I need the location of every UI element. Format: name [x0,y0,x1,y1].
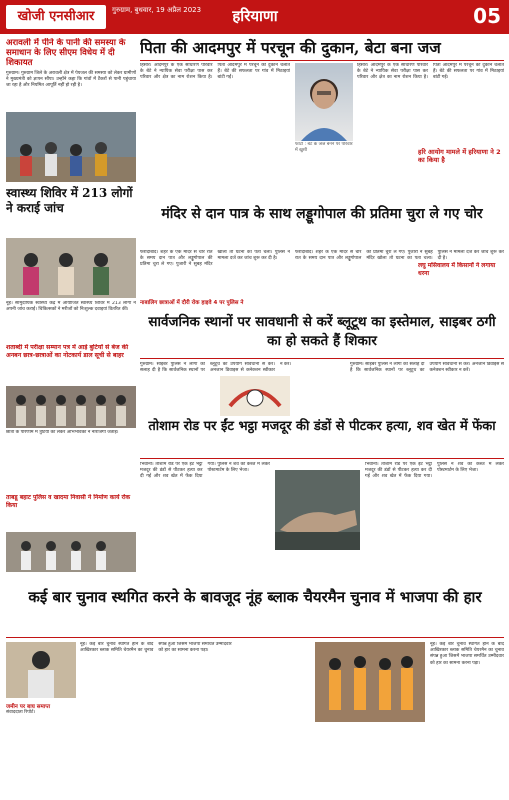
group-icon [6,386,136,428]
dateline: गुरुग्राम, बुधवार, 19 अप्रैल 2023 [112,6,202,14]
story-body-cont: फरीदाबाद। शहर के एक मंदिर से चोर रात के समय दान पात्र और लड्डूगोपाल की प्रतिमा चुरा ले गए। पुजारी ने सुबह मंदिर खोला तो घटना का पता चला। पुलिस ने मामला दर्ज कर जांच शुरू कर दी है। [295,250,504,262]
masthead [0,0,509,34]
story-land [6,702,76,792]
bluetooth-photo [220,376,290,416]
camp-photo [6,238,136,298]
body-icon [275,470,360,550]
story-lead [140,38,504,60]
page-number: 05 [473,4,501,28]
headline: ताबडू बहाट पुलिस व खादमा निवासी ने निर्माण कार्य रोक किया [6,494,131,509]
story-body: हिसार। आदमपुर के एक साधारण परिवार के बेटे ने न्यायिक सेवा परीक्षा पास कर परिवार और क्षेत्र का नाम रोशन किया है। पिता आदमपुर में परचून की दुकान चलाते हैं। बेटे की सफलता पर गांव में मिठाइयां बांटी गईं। [140,63,290,81]
earbuds-icon [220,376,290,416]
headline: लघु मसिवालय में किसानों ने लगाया धरना [418,262,496,277]
story-body: नूंह। कई बार चुनाव स्थगित होने के बाद आखिरकार ब्लाक समिति चेयरमैन का चुनाव संपन्न हुआ जिसमें भाजपा समर्थित उम्मीदवार को हार का सामना करना पड़ा। [80,642,232,654]
story-body-cont: गुरुग्राम। साइबर पुलिस ने लोगों को सलाह दी है कि सार्वजनिक स्थानों पर ब्लूटूथ का उपयोग सावधानी से करें। अनजान डिवाइस से कनेक्शन स्वीकार न करें। [350,362,504,374]
headline: स्वास्थ्य शिविर में 213 लोगों ने कराई जांच [6,186,133,215]
crime-scene-photo [275,470,360,550]
story-tosham [140,418,504,458]
headline: मंदिर से दान पात्र के साथ लड्डूगोपाल की प्रतिमा चुरा ले गए चोर [161,206,483,222]
students-photo [6,386,136,428]
newspaper-logo: खोजी एनसीआर [6,5,106,29]
village-photo [6,112,136,182]
story-body: नूंह। सामुदायिक स्वास्थ्य केंद्र में आयोजित स्वास्थ्य शिविर में 213 लोगों ने अपनी जांच कराई। चिकित्सकों ने मरीजों को निःशुल्क दवाइयां वितरित कीं। [6,301,136,313]
story-body: भिवानी। तोशाम रोड पर एक ईंट भट्ठा मजदूर की डंडों से पीटकर हत्या कर दी गई और शव खेत में फेंक दिया गया। पुलिस ने शव को कब्जे में लेकर पोस्टमार्टम के लिए भेजा। [140,462,270,480]
person-icon [295,63,353,141]
section-title: हरियाणा [232,7,278,25]
subhead-minor: नाबालिग छात्राओं में दौरी रोक हाइवे 4 पर पुलिस ने [140,300,244,306]
headline: सार्वजनिक स्थानों पर सावधानी से करें ब्लूटूथ का इस्तेमाल, साइबर ठगी का हो सकते हैं शिकार [148,314,496,349]
story-body: छात्रों के परिणाम में त्रुटियों को लेकर अभिभावकों ने नाराजगी जताई। [6,430,119,435]
crowd-icon [6,112,136,182]
story-body: संवाददाता रिपोर्ट। [6,710,36,715]
celebration-photo [315,642,425,722]
person-icon [6,642,76,698]
story-side [418,148,504,178]
headline: हरि आयोग मामले में हरियाणा ने 2 का किया है [418,148,501,164]
story-camp [6,186,136,236]
story-water [6,38,136,110]
divider [140,358,504,359]
story-temple [140,205,504,247]
headline: तोशाम रोड पर ईंट भट्ठा मजदूर की डंडों से पीटकर हत्या, शव खेत में फेंका [148,419,496,434]
story-body-cont: हिसार। आदमपुर के एक साधारण परिवार के बेटे ने न्यायिक सेवा परीक्षा पास कर परिवार और क्षेत्र का नाम रोशन किया है। पिता आदमपुर में परचून की दुकान चलाते हैं। बेटे की सफलता पर गांव में मिठाइयां बांटी गईं। [357,63,504,81]
story-body-cont: नूंह। कई बार चुनाव स्थगित होने के बाद आखिरकार ब्लाक समिति चेयरमैन का चुनाव संपन्न हुआ जिसमें भाजपा समर्थित उम्मीदवार को हार का सामना करना पड़ा। [430,642,504,666]
headline: कई बार चुनाव स्थगित करने के बावजूद नूंह ब्लाक चैयरमैन चुनाव में भाजपा की हार [28,588,482,606]
chain-photo [6,532,136,572]
story-body-cont: भिवानी। तोशाम रोड पर एक ईंट भट्ठा मजदूर की डंडों से पीटकर हत्या कर दी गई और शव खेत में फेंक दिया गया। पुलिस ने शव को कब्जे में लेकर पोस्टमार्टम के लिए भेजा। [365,462,504,480]
divider [140,60,504,61]
photo-caption: फोटो : बेटे के जज बनने पर परिवार में खुशी [295,142,353,153]
headline: अरावली में पीने के पानी की समस्या के समाधान के लिए सीएम विधेय में दी शिकायत [6,38,126,68]
meeting-icon [6,532,136,572]
story-chain [6,494,136,530]
divider [140,458,504,459]
headline: पिता की आदमपुर में परचून की दुकान, बेटा बना जज [140,38,441,57]
story-nuh [6,586,504,636]
headline: जमीन पर बाघ समाप्त [6,704,51,710]
winner-photo [6,642,76,698]
people-icon [6,238,136,298]
portrait-photo [295,63,353,141]
story-bluetooth [140,313,504,357]
story-body: गुरुग्राम। गुरुग्राम जिले के अरावली क्षेत्र में पेयजल की समस्या को लेकर ग्रामीणों ने मुख्यमंत्री को ज्ञापन सौंपा। उन्होंने कहा कि गांवों में टैंकरों से पानी पहुंचाया जा रहा है और नियमित आपूर्ति नहीं हो रही है। [6,71,136,89]
headline: शताब्दी में परीक्षा सम्मान पत्र में आई बुटियों से बेज की अनबन छात्र-छात्राओं का नोटकार्य डाल सूची से बाहर [6,344,129,359]
story-body: फरीदाबाद। शहर के एक मंदिर से चोर रात के समय दान पात्र और लड्डूगोपाल की प्रतिमा चुरा ले गए। पुजारी ने सुबह मंदिर खोला तो घटना का पता चला। पुलिस ने मामला दर्ज कर जांच शुरू कर दी है। [140,250,290,268]
divider [6,637,504,638]
story-rtp [418,262,504,286]
story-body: गुरुग्राम। साइबर पुलिस ने लोगों को सलाह दी है कि सार्वजनिक स्थानों पर ब्लूटूथ का उपयोग सावधानी से करें। अनजान डिवाइस से कनेक्शन स्वीकार न करें। [140,362,292,374]
story-students [6,344,136,384]
garland-icon [315,642,425,722]
